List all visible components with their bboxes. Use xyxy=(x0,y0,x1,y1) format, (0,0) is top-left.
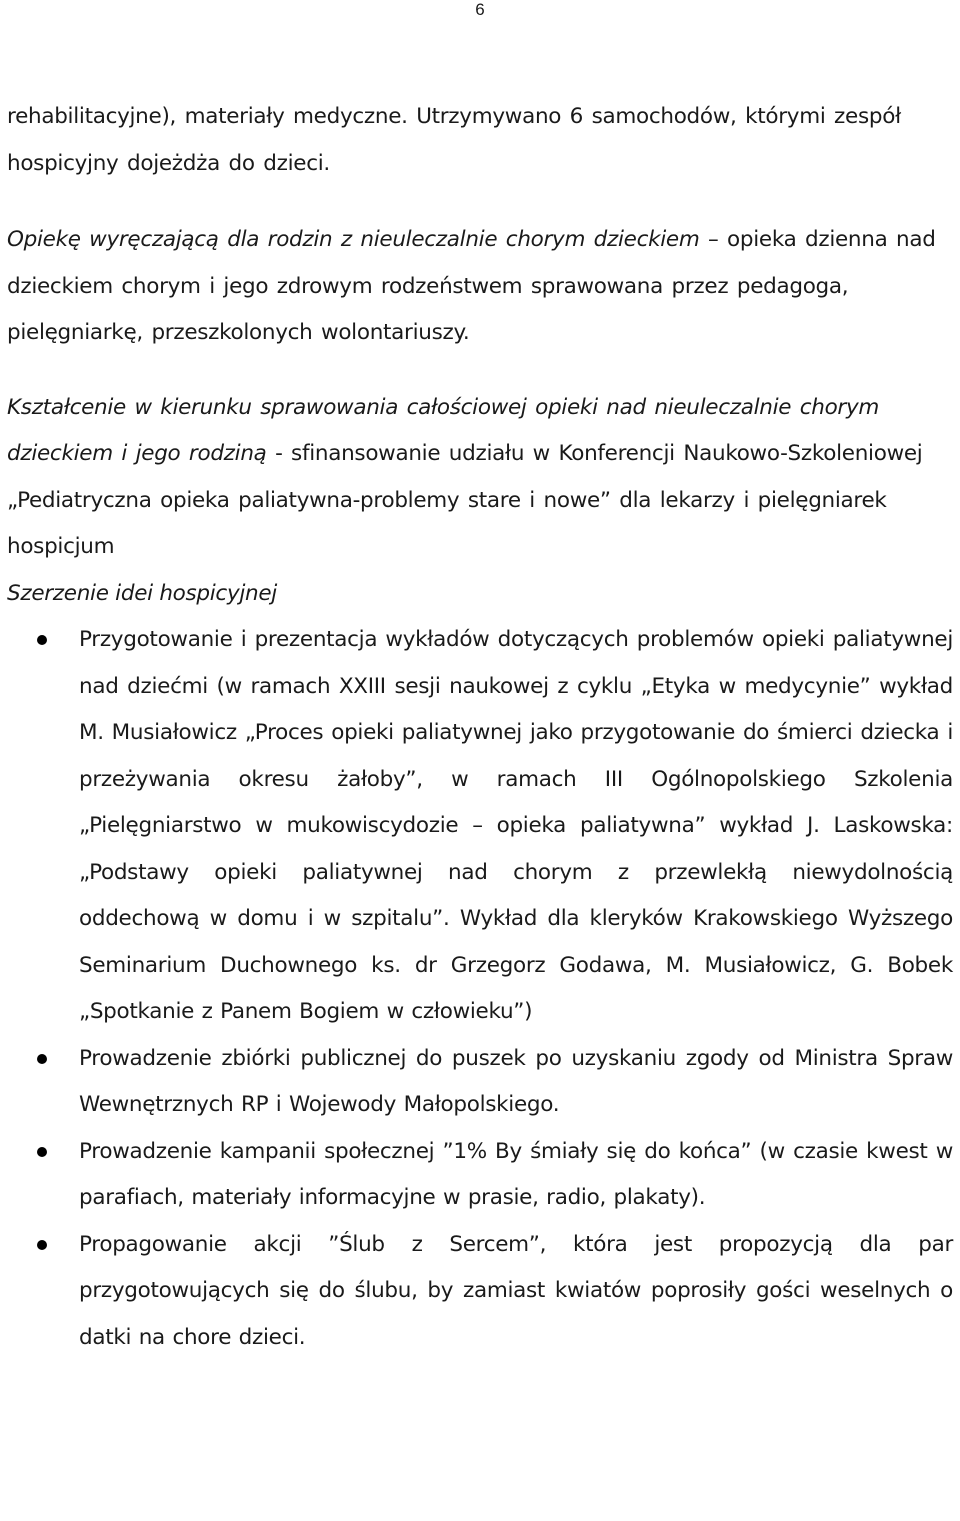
list-item-text: Prowadzenie kampanii społecznej ”1% By śmiały się do końca” (w czasie kwest w parafiach, materiały informacyjne w prasie, radio, plakaty). xyxy=(79,1138,953,1210)
list-item-text: Prowadzenie zbiórki publicznej do puszek po uzyskaniu zgody od Ministra Spraw Wewnętrznych RP i Wojewody Małopolskiego. xyxy=(79,1045,953,1117)
page-number: 6 xyxy=(475,0,485,19)
paragraph-respite-care xyxy=(7,217,953,357)
paragraph-training xyxy=(7,385,953,571)
training-lead: Kształcenie w kierunku sprawowania całościowej opieki nad nieuleczalnie chorym dzieckiem i jego rodziną xyxy=(7,394,880,466)
list-item xyxy=(7,1222,953,1362)
page-content xyxy=(7,94,953,1361)
respite-care-text: – opieka dzienna nad dzieckiem chorym i jego zdrowym rodzeństwem sprawowana przez pedagoga, pielęgniarkę, przeszkolonych wolontariuszy. xyxy=(7,227,936,345)
list-item-text: Przygotowanie i prezentacja wykładów dotyczących problemów opieki paliatywnej nad dziećmi (w ramach XXIII sesji naukowej z cyklu „Etyka w medycynie” wykład M. Musiałowicz „Proces opieki paliatywnej jako przygotowanie do śmierci dziecka i przeżywania okresu żałoby”, w ramach III Ogólnopolskiego Szkolenia „Pielęgniarstwo w mukowiscydozie – opieka paliatywna” wykład J. Laskowska: „Podstawy opieki paliatywnej nad chorym z przewlekłą niewydolnością oddechową w domu i w szpitalu”. Wykład dla kleryków Krakowskiego Wyższego Seminarium Duchownego ks. dr Grzegorz Godawa, M. Musiałowicz, G. Bobek „Spotkanie z Panem Bogiem w człowieku”) xyxy=(79,627,953,1024)
training-text: - sfinansowanie udziału w Konferencji Naukowo-Szkoleniowej „Pediatryczna opieka paliatywna-problemy stare i nowe” dla lekarzy i pielęgniarek hospicjum xyxy=(7,441,923,559)
bullet-icon xyxy=(37,1240,47,1250)
bullet-icon xyxy=(37,1054,47,1064)
paragraph-vehicles: rehabilitacyjne), materiały medyczne. Utrzymywano 6 samochodów, którymi zespół hospicyjny dojeżdża do dzieci. xyxy=(7,104,901,176)
respite-care-lead: Opiekę wyręczającą dla rodzin z nieuleczalnie chorym dzieckiem xyxy=(7,227,700,252)
bullet-icon xyxy=(37,1147,47,1157)
list-item-text: Propagowanie akcji ”Ślub z Sercem”, która jest propozycją dla par przygotowujących się do ślubu, by zamiast kwiatów poprosiły gości weselnych o datki na chore dzieci. xyxy=(79,1231,953,1350)
list-item xyxy=(7,617,953,1036)
section-title: Szerzenie idei hospicyjnej xyxy=(7,580,277,606)
bullet-icon xyxy=(37,635,47,645)
list-item xyxy=(7,1129,953,1222)
bullet-list xyxy=(7,617,953,1361)
list-item xyxy=(7,1036,953,1129)
